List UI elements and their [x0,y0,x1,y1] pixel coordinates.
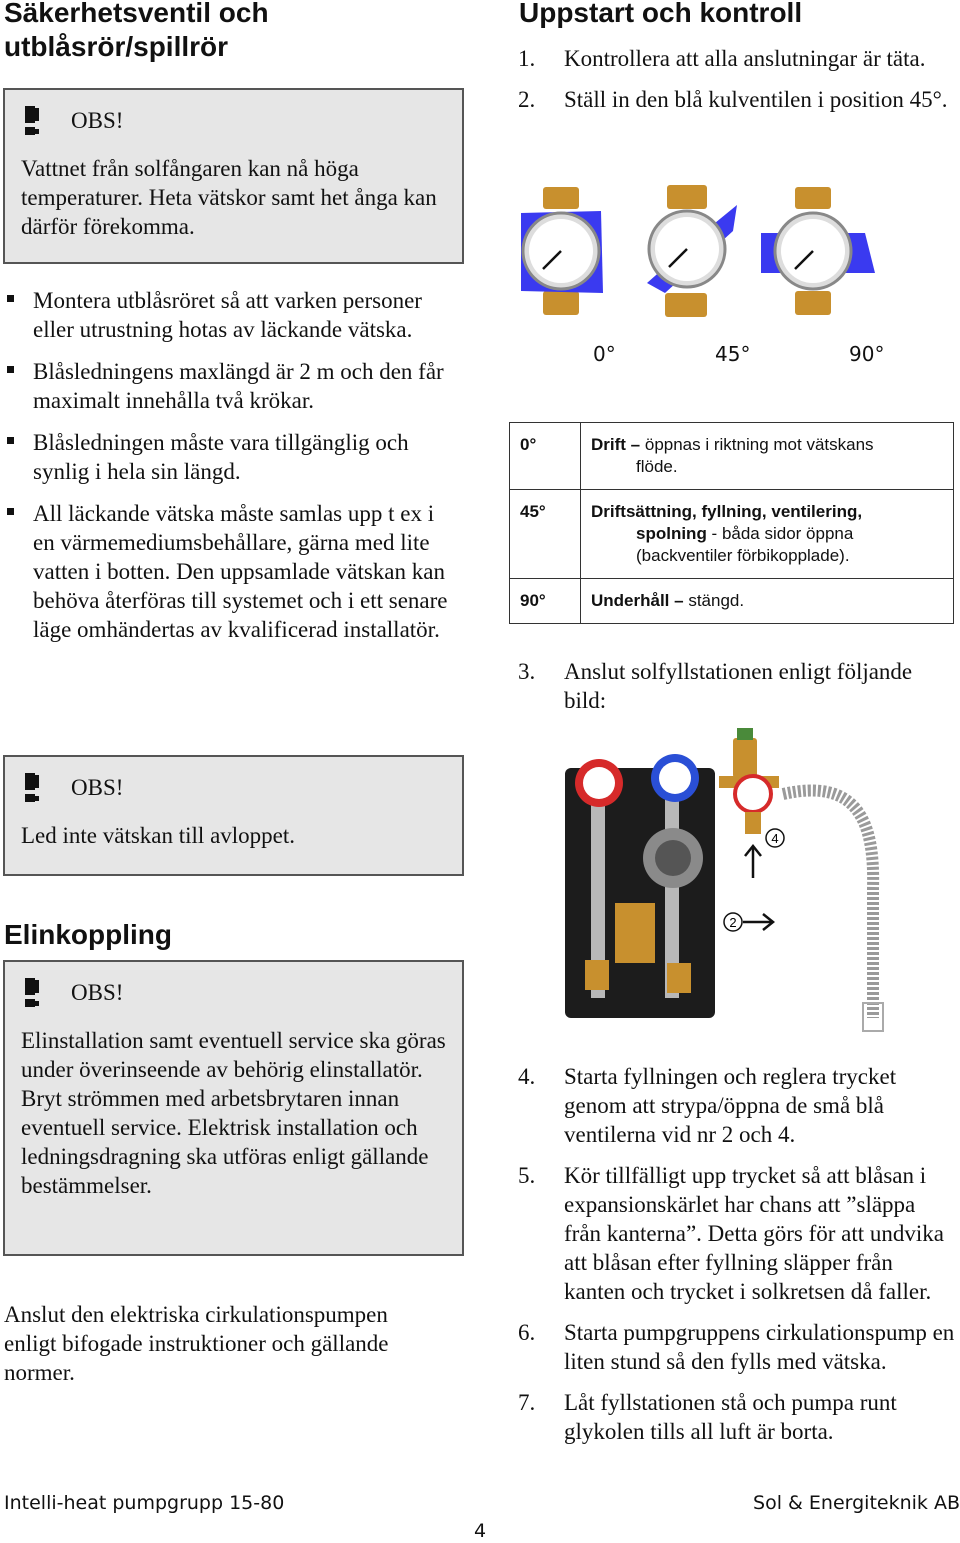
startup-steps-b [518,1062,958,1458]
valve-0-deg [521,187,603,315]
angle-label-90: 90° [849,342,885,366]
startup-step-3 [518,657,958,727]
obs-box-temperature [3,88,464,264]
fill-station-illustration [555,728,885,1033]
pressure-gauge [735,776,771,812]
section-heading-electrical: Elinkoppling [4,919,172,950]
obs-text: Vattnet från solfångaren kan nå höga temperaturer. Heta vätskor samt het ånga kan därför förekomma. [21,156,437,239]
startup-steps-a [518,44,958,126]
safety-bullet-list [3,286,453,657]
exclamation-icon [21,106,43,136]
list-item: 5. Kör tillfälligt upp trycket så att blåsan i expansionskärlet har chans att ”släppa från kanterna”. Detta görs för att undvika att blåsan efter fyllning släpper från kanten och trycket i solkretsen då faller. [518,1163,944,1304]
list-item: Blåsledningens maxlängd är 2 m och den får maximalt innehålla två krökar. [3,357,453,415]
obs-label: OBS! [71,108,124,133]
obs-box-drain [3,755,464,876]
list-item: 4. Starta fyllningen och reglera trycket genom att strypa/öppna de små blå ventilerna vid nr 2 och 4. [518,1064,897,1147]
page-number: 4 [474,1520,487,1542]
list-item: 1. Kontrollera att alla anslutningar är täta. [518,46,926,71]
list-item: 6. Starta pumpgruppens cirkulationspump en liten stund så den fylls med vätska. [518,1320,955,1374]
list-item: Montera utblåsröret så att varken personer eller utrustning hotas av läckande vätska. [3,286,453,344]
angle-label-0: 0° [593,342,616,366]
obs-box-electrical [3,960,464,1256]
section-heading-startup: Uppstart och kontroll [519,0,803,28]
list-item: Blåsledningen måste vara tillgänglig och synlig i hela sin längd. [3,428,453,486]
list-item: 7. Låt fyllstationen stå och pumpa runt glykolen tills all luft är borta. [518,1390,897,1444]
obs-text: Led inte vätskan till avloppet. [21,823,296,848]
flex-hose [783,790,873,1018]
obs-text: Elinstallation samt eventuell service ska göras under överinseende av behörig elinstallatör. Bryt strömmen med arbetsbrytaren innan eventuell service. Elektrisk installation och ledningsdragning ska utföras enligt gällande bestämmelser. [21,1028,446,1198]
ball-valve-positions-illustration [515,183,890,323]
svg-text:4: 4 [771,831,779,846]
valve-45-deg [647,185,737,317]
list-item: 2. Ställ in den blå kulventilen i position 45°. [518,87,948,112]
footer-product: Intelli-heat pumpgrupp 15-80 [4,1492,285,1514]
safety-valve [733,738,757,778]
exclamation-icon [21,978,43,1008]
list-item: All läckande vätska måste samlas upp t ex i en värmemediumsbehållare, gärna med lite vatten i botten. Den uppsamlade vätskan kan behöva återföras till systemet och i ett senare läge omhändertas av kvalificerad installatör. [3,499,453,644]
angle-label-45: 45° [715,342,751,366]
obs-label: OBS! [71,980,124,1005]
electrical-paragraph: Anslut den elektriska cirkulationspumpen enligt bifogade instruktioner och gällande normer. [4,1302,389,1385]
footer-company: Sol & Energiteknik AB [753,1492,960,1514]
table-row: 0° Drift – öppnas i riktning mot vätskans flöde. [510,423,954,490]
section-heading-safety: Säkerhetsventil och utblåsrör/spillrör [4,0,269,62]
valve-position-table [509,422,954,624]
exclamation-icon [21,773,43,803]
svg-text:2: 2 [729,915,737,930]
obs-label: OBS! [71,775,124,800]
table-row: 90° Underhåll – stängd. [510,579,954,624]
valve-90-deg [761,187,875,315]
list-item: 3. Anslut solfyllstationen enligt följande bild: [518,659,913,713]
table-row: 45° Driftsättning, fyllning, ventilering, spolning - båda sidor öppna (backventiler förbikopplade). [510,490,954,579]
